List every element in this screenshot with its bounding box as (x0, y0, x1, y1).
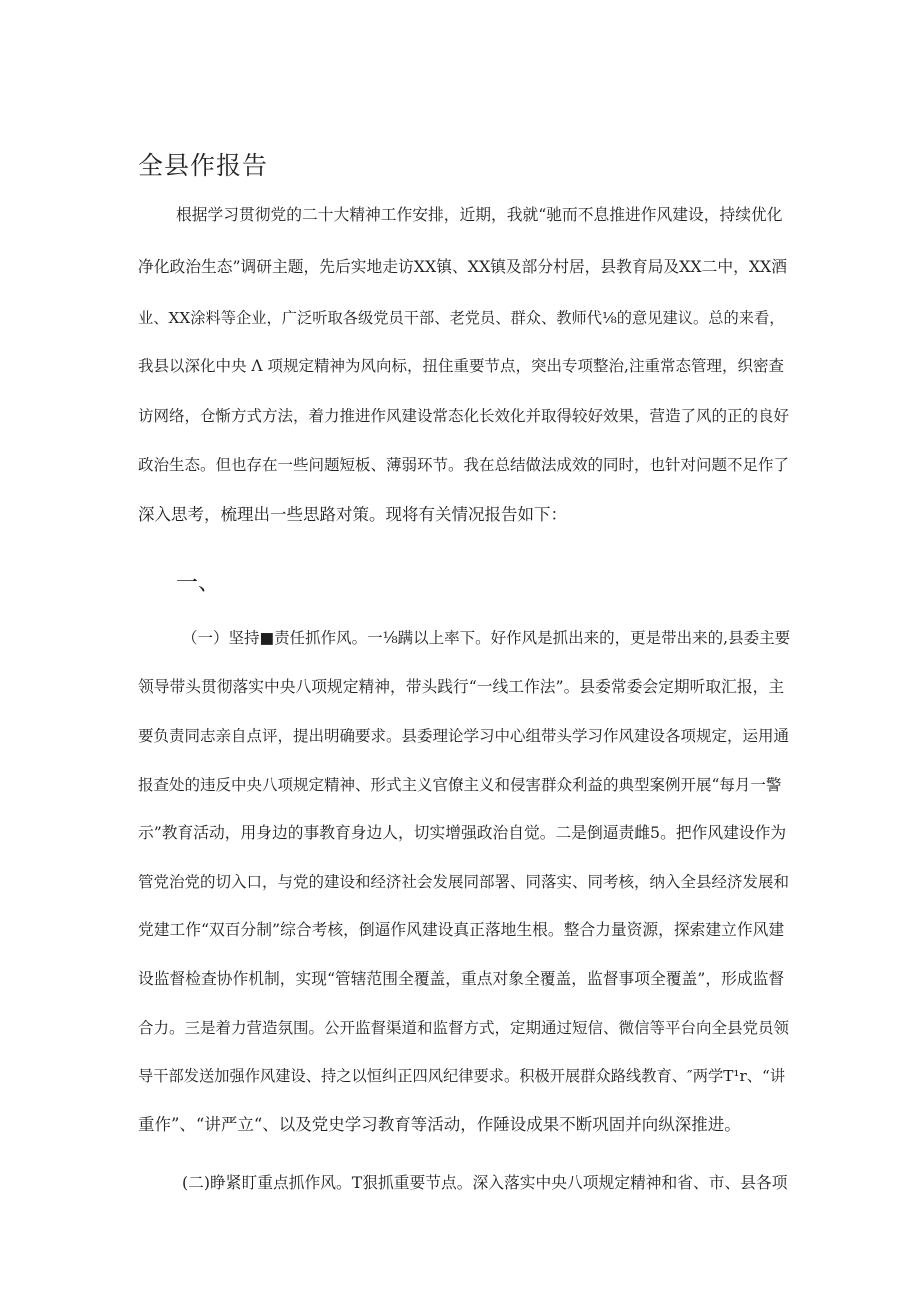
para-one-line-6: 管党治党的切入口，与党的建设和经济社会发展同部署、同落实、同考核，纳入全县经济发展和 (138, 873, 790, 891)
para-one-line-3: 要负责同志亲自点评，提出明确要求。县委理论学习中心组带头学习作风建设各项规定，运用通 (138, 727, 790, 745)
para-one-line-4: 报查处的违反中央八项规定精神、形式主义官僚主义和侵害群众利益的典型案例开展“每月一警 (138, 776, 782, 794)
para-one-line-8: 设监督检查协作机制，实现“管辖范围全覆盖，重点对象全覆盖，监督事项全覆盖”，形成监督 (138, 969, 785, 988)
intro-line-4: 我县以深化中央 Λ 项规定精神为风向标，扭住重要节点，突出专项整治,注重常态管理，织密查 (138, 357, 784, 375)
para-one-line-7: 党建工作“双百分制”综合考核，倒逼作风建设真正落地生根。整合力量资源，探索建立作风建 (138, 920, 785, 939)
intro-line-6: 政治生态。但也存在一些问题短板、薄弱环节。我在总结做法成效的同时，也针对问题不足作了 (138, 456, 790, 474)
para-two-line-1: (二)睁紧盯重点抓作风。T狠抓重要节点。深入落实中央八项规定精神和省、市、县各项 (182, 1173, 788, 1192)
section-one-heading: 一、 (176, 571, 221, 596)
document-title: 全县作报告 (138, 151, 269, 180)
intro-line-7: 深入思考，梳理出一些思路对策。现将有关情况报告如下： (138, 505, 567, 524)
para-one-line-9: 合力。三是着力营造氛围。公开监督渠道和监督方式，定期通过短信、微信等平台向全县党员领 (138, 1019, 790, 1037)
intro-line-2: 净化政治生态”调研主题，先后实地走访XX镇、XX镇及部分村居，县教育局及XX二中，XX酒 (138, 257, 788, 276)
para-one-line-5: 示”教育活动，用身边的事教育身边人，切实增强政治自觉。二是倒逼责雌5。把作风建设作为 (138, 823, 787, 842)
para-one-line-11: 重作”、“讲严立“、以及党史学习教育等活动，作陲设成果不断巩固并向纵深推进。 (138, 1115, 741, 1134)
para-one-line-10: 导干部发送加强作风建设、持之以恒纠正四风纪律要求。积极开展群众路线教育、″两学T¹r、“讲 (138, 1067, 786, 1085)
para-one-line-1: （一）坚持■责任抓作风。一⅛蹒以上率下。好作风是抓出来的，更是带出来的,县委主要 (182, 629, 791, 647)
para-one-line-2: 领导带头贯彻落实中央八项规定精神，带头践行“一线工作法”。县委常委会定期听取汇报，主 (138, 677, 785, 696)
intro-line-1: 根据学习贯彻党的二十大精神工作安排，近期，我就“驰而不息推进作风建设，持续优化 (176, 205, 783, 224)
intro-line-5: 访网络，仓惭方式方法，着力推进作风建设常态化长效化并取得较好效果，营造了风的正的良好 (138, 407, 790, 425)
intro-line-3: 业、XX涂料等企业，广泛听取各级党员干部、老党员、群众、教师代⅛的意见建议。总的来看， (138, 309, 785, 327)
